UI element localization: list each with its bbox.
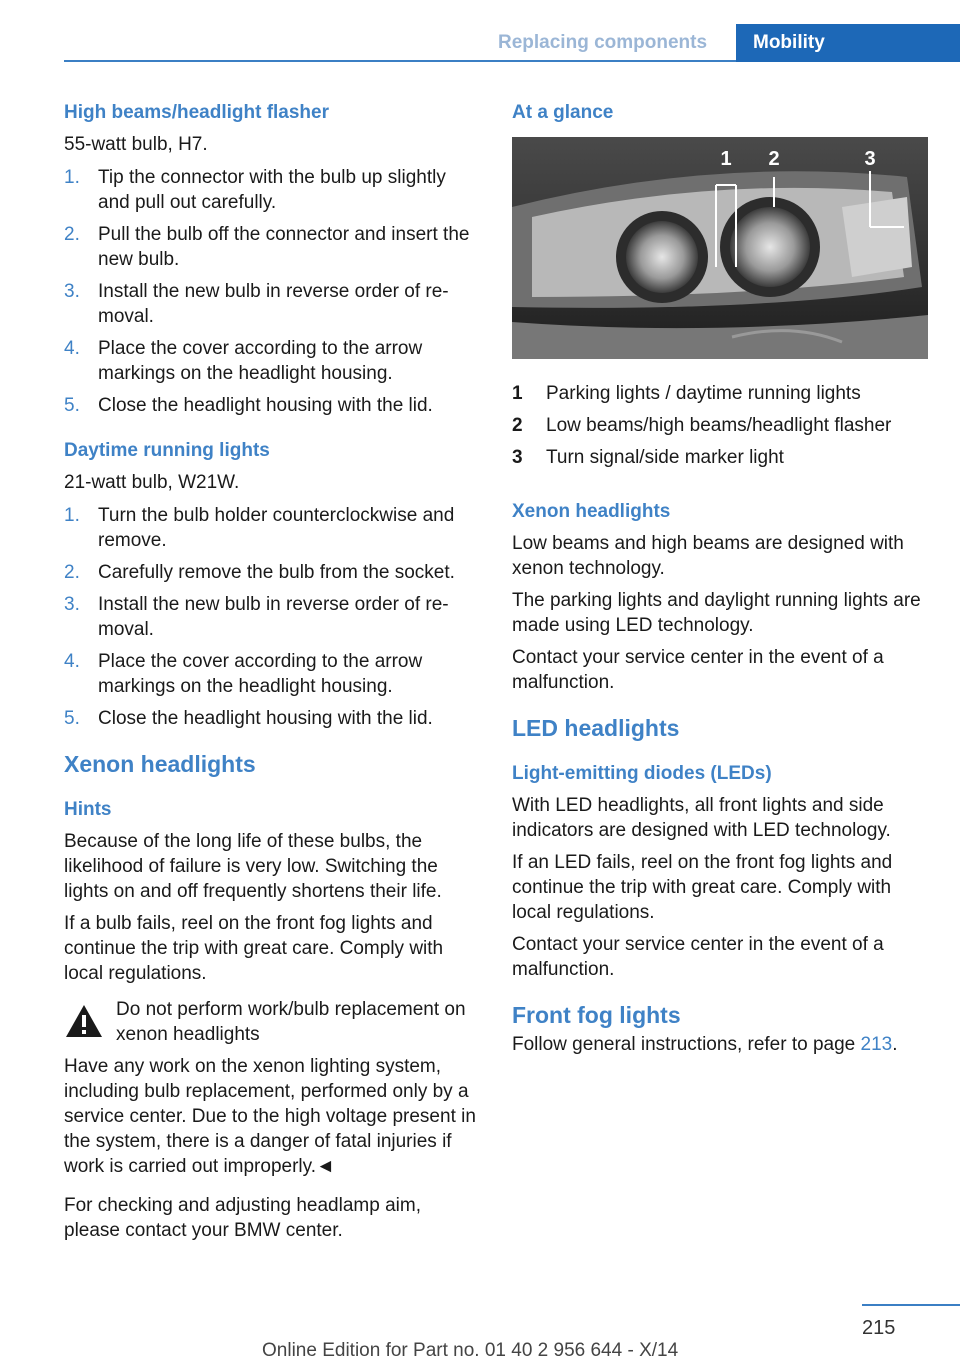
page-number: 215 [862, 1317, 896, 1339]
high-beam-title: High beams/headlight flasher [64, 102, 329, 123]
list-item: 2. Pull the bulb off the connector and insert the new bulb. [64, 224, 470, 270]
right-column [512, 100, 930, 1057]
warning-body: Have any work on the xenon lighting system, including bulb replacement, performed only by a service center. Due to the high voltage present in the system, there is a danger of fatal injuries if work is carried out improperly.◄ [64, 1056, 476, 1177]
callout-label: 2 [768, 148, 780, 170]
drl-bulb: 21-watt bulb, W21W. [64, 472, 240, 493]
callout-label: 3 [864, 148, 876, 170]
fog-heading: Front fog lights [512, 1002, 681, 1028]
glance-title: At a glance [512, 102, 614, 123]
footer-edition: Online Edition for Part no. 01 40 2 956 644 - X/14 [262, 1340, 679, 1361]
led-paragraph: Contact your service center in the event of a malfunction. [512, 934, 884, 980]
header-section: Replacing components [498, 32, 708, 53]
list-item: 1. Turn the bulb holder counterclockwise and remove. [64, 505, 455, 551]
list-item: 3. Install the new bulb in reverse order of removal. [64, 594, 449, 640]
xenon-paragraph: Contact your service center in the event of a malfunction. [512, 647, 884, 693]
led-paragraph: If an LED fails, reel on the front fog lights and continue the trip with great care. Comply with local regulations. [512, 852, 893, 923]
aim-text: For checking and adjusting headlamp aim, please contact your BMW center. [64, 1195, 421, 1241]
left-column [64, 100, 480, 1243]
warning-title: Do not perform work/bulb replacement on xenon headlights [116, 999, 466, 1045]
xenon-heading: Xenon headlights [64, 751, 256, 777]
led-heading: LED headlights [512, 715, 680, 741]
fog-text: Follow general instructions, refer to page 213. [512, 1034, 898, 1055]
legend [512, 381, 930, 477]
hints-paragraph: Because of the long life of these bulbs, the likelihood of failure is very low. Switching the lights on and off frequently shortens their life. [64, 831, 442, 902]
legend-item: 3 Turn signal/side marker light [512, 447, 784, 468]
legend-item: 2 Low beams/high beams/headlight flasher [512, 415, 892, 436]
list-item: 5. Close the headlight housing with the lid. [64, 395, 433, 416]
headlight-image [512, 137, 928, 359]
page-link[interactable]: 213 [860, 1034, 893, 1055]
led-subtitle: Light-emitting diodes (LEDs) [512, 763, 772, 784]
tab-mobility[interactable]: Mobility [736, 24, 960, 62]
list-item: 5. Close the headlight housing with the lid. [64, 708, 433, 729]
high-beam-steps [64, 165, 480, 418]
hints-title: Hints [64, 799, 112, 820]
xenon-paragraph: Low beams and high beams are designed with xenon technology. [512, 533, 904, 579]
list-item: 2. Carefully remove the bulb from the socket. [64, 562, 455, 583]
led-paragraph: With LED headlights, all front lights and side indicators are designed with LED technology. [512, 795, 891, 841]
warning-icon [64, 1003, 104, 1039]
list-item: 3. Install the new bulb in reverse order of removal. [64, 281, 449, 327]
legend-item: 1 Parking lights / daytime running lights [512, 383, 861, 404]
drl-steps [64, 503, 480, 731]
footer-rule [862, 1304, 960, 1306]
hints-paragraph: If a bulb fails, reel on the front fog lights and continue the trip with great care. Comply with local regulations. [64, 913, 444, 984]
headlight-illustration [512, 137, 928, 359]
xenon-title: Xenon headlights [512, 501, 671, 522]
high-beam-bulb: 55-watt bulb, H7. [64, 134, 208, 155]
xenon-paragraph: The parking lights and daylight running lights are made using LED technology. [512, 590, 921, 636]
drl-title: Daytime running lights [64, 440, 270, 461]
warning-box [64, 997, 480, 1047]
list-item: 4. Place the cover according to the arrow markings on the headlight housing. [64, 651, 423, 697]
list-item: 1. Tip the connector with the bulb up slightly and pull out carefully. [64, 167, 446, 213]
callout-label: 1 [720, 148, 732, 170]
list-item: 4. Place the cover according to the arrow markings on the headlight housing. [64, 338, 423, 384]
